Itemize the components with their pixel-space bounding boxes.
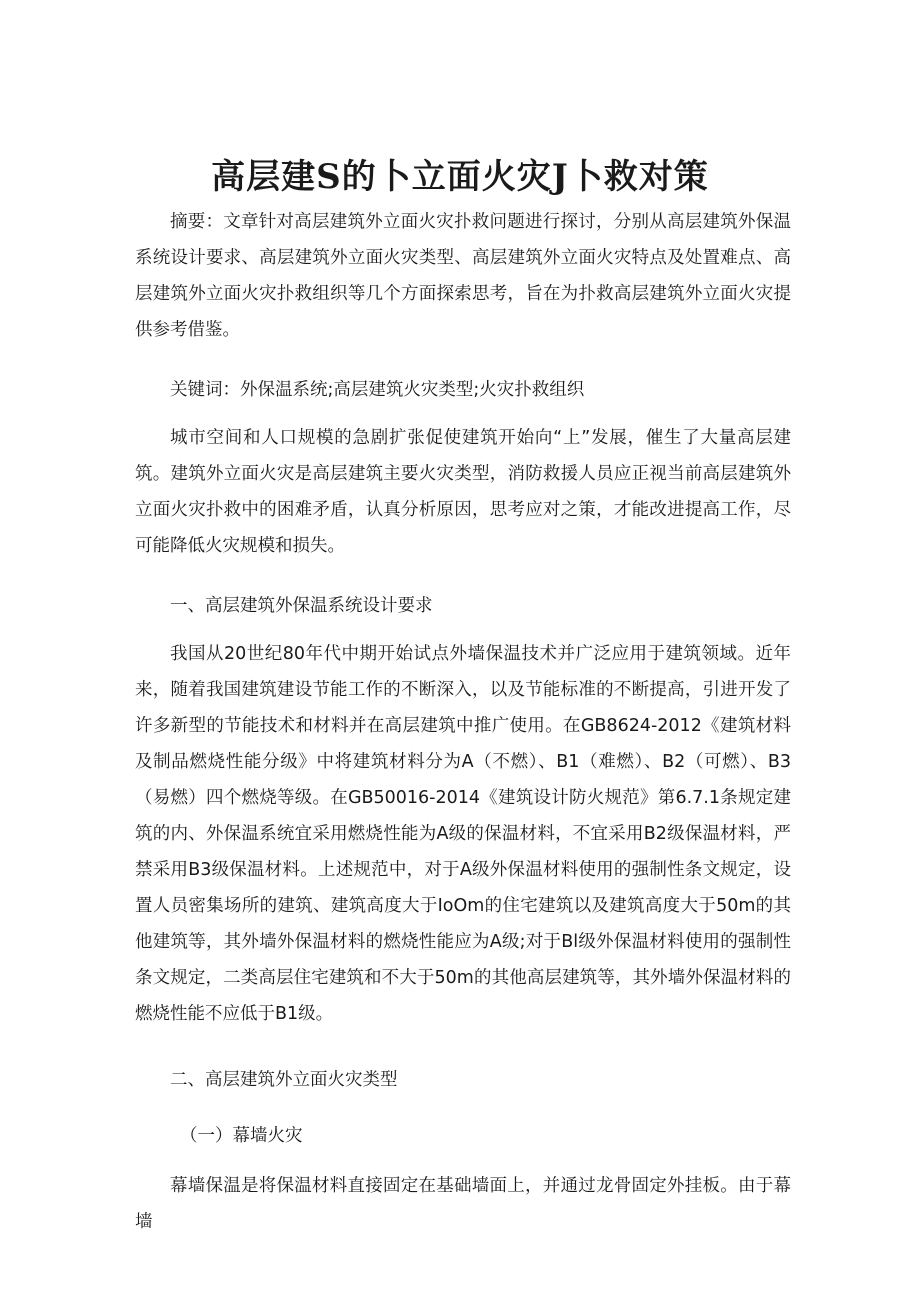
subsection-1-paragraph: 幕墙保温是将保温材料直接固定在基础墙面上，并通过龙骨固定外挂板。由于幕墙 [135, 1176, 791, 1232]
abstract-paragraph: 摘要：文章针对高层建筑外立面火灾扑救问题进行探讨，分别从高层建筑外保温系统设计要求、高层建筑外立面火灾类型、高层建筑外立面火灾特点及处置难点、高层建筑外立面火灾扑救组织等几个方面探索思考，旨在为扑救高层建筑外立面火灾提供参考借鉴。 [135, 212, 791, 340]
section-heading-2: 二、高层建筑外立面火灾类型 [170, 1070, 398, 1090]
keywords-paragraph: 关键词：外保温系统;高层建筑火灾类型;火灾扑救组织 [170, 380, 585, 400]
document-title: 高层建S的卜立面火灾J卜救对策 [211, 156, 709, 197]
intro-paragraph: 城市空间和人口规模的急剧扩张促使建筑开始向“上”发展，催生了大量高层建筑。建筑外立面火灾是高层建筑主要火灾类型，消防救援人员应正视当前高层建筑外立面火灾扑救中的困难矛盾，认真分析原因，思考应对之策，才能改进提高工作，尽可能降低火灾规模和损失。 [135, 428, 791, 556]
section-1-paragraph: 我国从20世纪80年代中期开始试点外墙保温技术并广泛应用于建筑领域。近年来，随着我国建筑建设节能工作的不断深入，以及节能标准的不断提高，引进开发了许多新型的节能技术和材料并在高层建筑中推广使用。在GB8624-2012《建筑材料及制品燃烧性能分级》中将建筑材料分为A（不燃）、B1（难燃）、B2（可燃）、B3（易燃）四个燃烧等级。在GB50016-2014《建筑设计防火规范》第6.7.1条规定建筑的内、外保温系统宜采用燃烧性能为A级的保温材料，不宜采用B2级保温材料，严禁采用B3级保温材料。上述规范中，对于A级外保温材料使用的强制性条文规定，设置人员密集场所的建筑、建筑高度大于IoOm的住宅建筑以及建筑高度大于50m的其他建筑等，其外墙外保温材料的燃烧性能应为A级;对于Bl级外保温材料使用的强制性条文规定，二类高层住宅建筑和不大于50m的其他高层建筑等，其外墙外保温材料的燃烧性能不应低于B1级。 [135, 644, 791, 1024]
subsection-heading-1: （一）幕墙火灾 [180, 1126, 303, 1146]
section-heading-1: 一、高层建筑外保温系统设计要求 [170, 596, 433, 616]
